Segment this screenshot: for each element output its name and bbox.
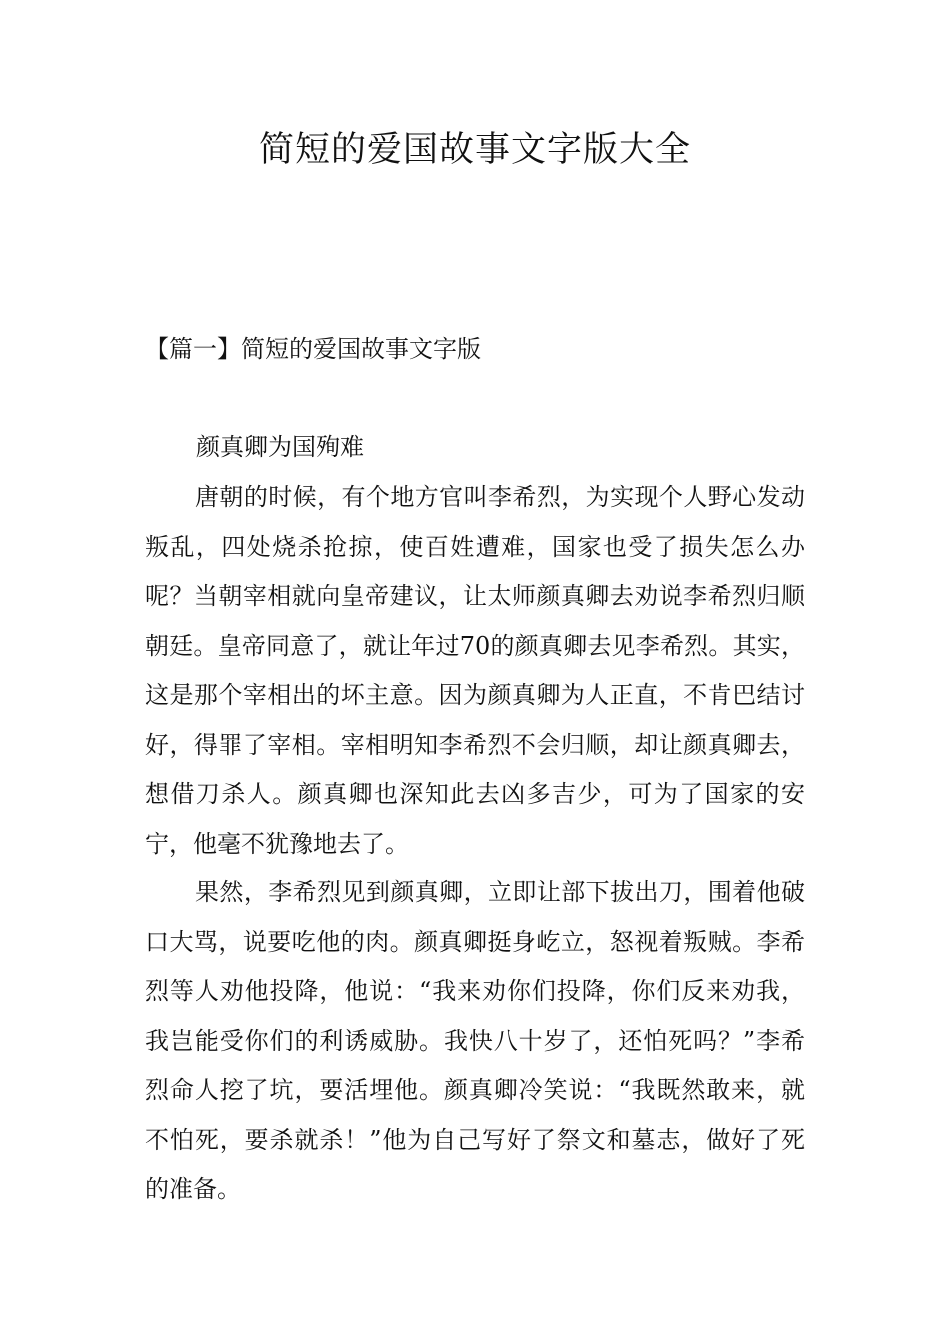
story-title: 颜真卿为国殉难 — [196, 433, 364, 461]
document-title: 简短的爱国故事文字版大全 — [258, 130, 691, 170]
section-heading: 【篇一】简短的爱国故事文字版 — [145, 335, 481, 363]
body-paragraph-2: 果然，李希烈见到颜真卿，立即让部下拔出刀，围着他破口大骂，说要吃他的肉。颜真卿挺身屹立，怒视着叛贼。李希烈等人劝他投降，他说：“我来劝你们投降，你们反来劝我，我岂能受你们的利诱威胁。我快八十岁了，还怕死吗？”李希烈命人挖了坑，要活埋他。颜真卿冷笑说：“我既然敢来，就不怕死，要杀就杀！”他为自己写好了祭文和墓志，做好了死的准备。 — [145, 878, 805, 1203]
body-paragraph-1: 唐朝的时候，有个地方官叫李希烈，为实现个人野心发动叛乱，四处烧杀抢掠，使百姓遭难，国家也受了损失怎么办呢？当朝宰相就向皇帝建议，让太师颜真卿去劝说李希烈归顺朝廷。皇帝同意了，就让年过70的颜真卿去见李希烈。其实，这是那个宰相出的坏主意。因为颜真卿为人正直，不肯巴结讨好，得罪了宰相。宰相明知李希烈不会归顺，却让颜真卿去，想借刀杀人。颜真卿也深知此去凶多吉少，可为了国家的安宁，他毫不犹豫地去了。 — [145, 483, 805, 858]
